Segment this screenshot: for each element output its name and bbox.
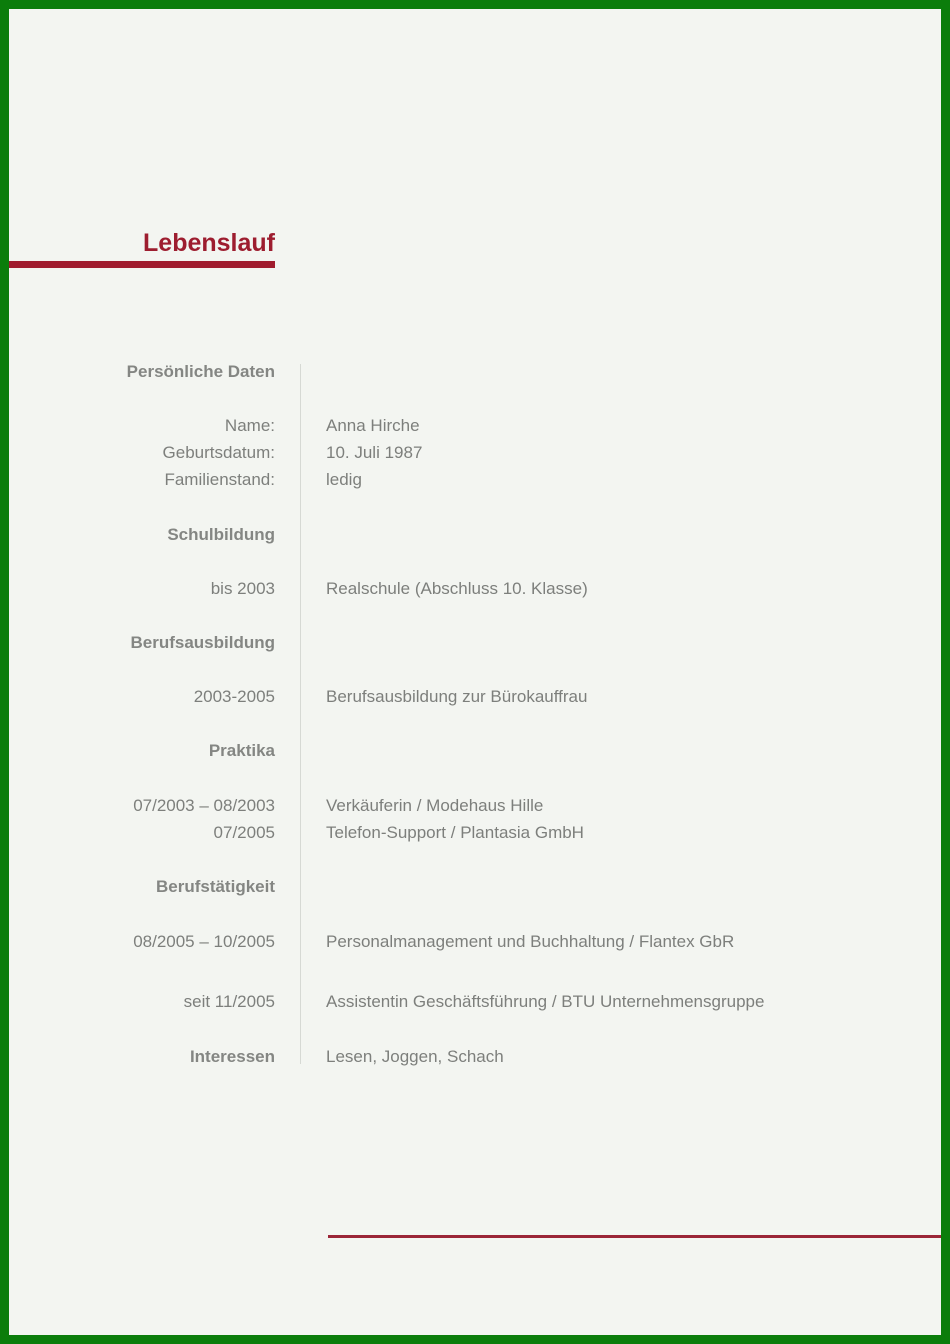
label-school-period: bis 2003 bbox=[210, 579, 275, 598]
title-underline bbox=[9, 261, 275, 268]
section-heading-work: Berufstätigkeit bbox=[155, 877, 275, 896]
label-work-1-period: 08/2005 – 10/2005 bbox=[133, 932, 275, 951]
footer-rule bbox=[328, 1235, 941, 1238]
page-title: Lebenslauf bbox=[143, 229, 275, 257]
section-heading-training: Berufsausbildung bbox=[130, 633, 275, 652]
document-page bbox=[9, 9, 941, 1335]
label-birthdate: Geburtsdatum: bbox=[162, 443, 275, 462]
label-work-2-period: seit 11/2005 bbox=[183, 992, 275, 1011]
section-heading-school: Schulbildung bbox=[167, 525, 275, 544]
column-divider bbox=[300, 364, 301, 1064]
section-heading-personal: Persönliche Daten bbox=[126, 362, 275, 381]
value-interests: Lesen, Joggen, Schach bbox=[326, 1047, 504, 1066]
value-school: Realschule (Abschluss 10. Klasse) bbox=[326, 579, 588, 598]
section-heading-interests: Interessen bbox=[189, 1047, 275, 1066]
label-name: Name: bbox=[224, 416, 275, 435]
value-internship-1: Verkäuferin / Modehaus Hille bbox=[326, 796, 544, 815]
label-training-period: 2003-2005 bbox=[193, 687, 275, 706]
label-internship-1-period: 07/2003 – 08/2003 bbox=[133, 796, 275, 815]
label-marital-status: Familienstand: bbox=[164, 470, 275, 489]
value-birthdate: 10. Juli 1987 bbox=[326, 443, 423, 462]
value-training: Berufsausbildung zur Bürokauffrau bbox=[326, 687, 588, 706]
section-heading-internships: Praktika bbox=[208, 741, 275, 760]
value-name: Anna Hirche bbox=[326, 416, 420, 435]
value-work-2: Assistentin Geschäftsführung / BTU Unternehmensgruppe bbox=[326, 992, 765, 1011]
label-internship-2-period: 07/2005 bbox=[213, 823, 275, 842]
value-work-1: Personalmanagement und Buchhaltung / Flantex GbR bbox=[326, 932, 735, 951]
value-marital-status: ledig bbox=[326, 470, 362, 489]
value-internship-2: Telefon-Support / Plantasia GmbH bbox=[326, 823, 584, 842]
